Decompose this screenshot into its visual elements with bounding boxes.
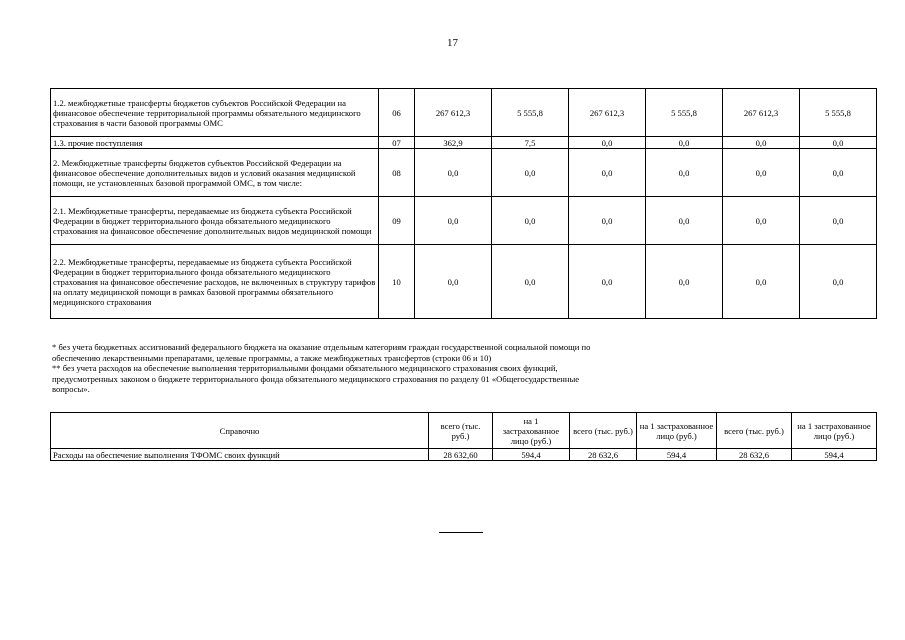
footnotes — [52, 342, 612, 395]
value-cell: 0,0 — [646, 197, 723, 245]
budget-table — [50, 88, 877, 319]
value-cell: 0,0 — [723, 149, 800, 197]
value-cell: 0,0 — [492, 197, 569, 245]
value-cell: 0,0 — [569, 149, 646, 197]
value-cell: 0,0 — [646, 137, 723, 149]
value-cell: 0,0 — [492, 245, 569, 319]
row-label: Расходы на обеспечение выполнения ТФОМС своих функций — [51, 449, 429, 461]
table-row — [51, 245, 877, 319]
value-cell: 594,4 — [637, 449, 717, 461]
column-header: на 1 застрахованное лицо (руб.) — [493, 413, 570, 449]
value-cell: 594,4 — [493, 449, 570, 461]
column-header: всего (тыс. руб.) — [570, 413, 637, 449]
row-label: 1.2. межбюджетные трансферты бюджетов субъектов Российской Федерации на финансовое обеспечение территориальной программы обязательного медицинского страхования в части базовой программы ОМС — [51, 89, 379, 137]
row-label: 2. Межбюджетные трансферты бюджетов субъектов Российской Федерации на финансовое обеспечение дополнительных видов и условий оказания медицинской помощи, не установленных базовой программой ОМС, в том числе: — [51, 149, 379, 197]
value-cell: 0,0 — [723, 137, 800, 149]
row-code: 08 — [379, 149, 415, 197]
value-cell: 0,0 — [646, 245, 723, 319]
value-cell: 0,0 — [723, 197, 800, 245]
value-cell: 28 632,6 — [570, 449, 637, 461]
table-row — [51, 89, 877, 137]
value-cell: 267 612,3 — [723, 89, 800, 137]
value-cell: 7,5 — [492, 137, 569, 149]
value-cell: 5 555,8 — [492, 89, 569, 137]
row-code: 09 — [379, 197, 415, 245]
value-cell: 0,0 — [800, 149, 877, 197]
value-cell: 267 612,3 — [415, 89, 492, 137]
value-cell: 0,0 — [646, 149, 723, 197]
value-cell: 0,0 — [800, 137, 877, 149]
value-cell: 5 555,8 — [646, 89, 723, 137]
value-cell: 0,0 — [723, 245, 800, 319]
row-label: 2.1. Межбюджетные трансферты, передаваемые из бюджета субъекта Российской Федерации в бюджет территориального фонда обязательного медицинского страхования на финансовое обеспечение дополнительных видов медицинской помощи — [51, 197, 379, 245]
value-cell: 28 632,60 — [429, 449, 493, 461]
column-header: на 1 застрахованное лицо (руб.) — [792, 413, 877, 449]
footnote-1: * без учета бюджетных ассигнований федерального бюджета на оказание отдельным категориям граждан государственной социальной помощи по обеспечению лекарственными препаратами, целевые программы, а также межбюджетных трансфертов (строки 06 и 10) — [52, 342, 591, 363]
table-row — [51, 449, 877, 461]
row-label: 1.3. прочие поступления — [51, 137, 379, 149]
value-cell: 28 632,6 — [717, 449, 792, 461]
value-cell: 0,0 — [492, 149, 569, 197]
row-label: 2.2. Межбюджетные трансферты, передаваемые из бюджета субъекта Российской Федерации в бюджет территориального фонда обязательного медицинского страхования на финансовое обеспечение расходов, не включенных в структуру тарифов на оплату медицинской помощи в рамках базовой программы обязательного медицинского страхования — [51, 245, 379, 319]
page-number: 17 — [447, 37, 458, 49]
row-code: 10 — [379, 245, 415, 319]
table-row — [51, 197, 877, 245]
value-cell: 0,0 — [569, 137, 646, 149]
separator-line — [439, 532, 483, 533]
value-cell: 0,0 — [800, 197, 877, 245]
table-row — [51, 149, 877, 197]
reference-table — [50, 412, 877, 461]
value-cell: 0,0 — [569, 245, 646, 319]
row-code: 06 — [379, 89, 415, 137]
column-header: всего (тыс. руб.) — [717, 413, 792, 449]
value-cell: 5 555,8 — [800, 89, 877, 137]
value-cell: 0,0 — [415, 197, 492, 245]
column-header: всего (тыс. руб.) — [429, 413, 493, 449]
value-cell: 0,0 — [800, 245, 877, 319]
row-code: 07 — [379, 137, 415, 149]
reference-label: Справочно — [51, 413, 429, 449]
value-cell: 0,0 — [569, 197, 646, 245]
value-cell: 267 612,3 — [569, 89, 646, 137]
value-cell: 0,0 — [415, 149, 492, 197]
footnote-2: ** без учета расходов на обеспечение выполнения территориальными фондами обязательного медицинского страхования своих функций, предусмотренных законом о бюджете территориального фонда обязательного медицинского страхования по разделу 01 «Общегосударственные вопросы». — [52, 363, 580, 395]
table-row — [51, 137, 877, 149]
value-cell: 0,0 — [415, 245, 492, 319]
value-cell: 594,4 — [792, 449, 877, 461]
reference-header-row — [51, 413, 877, 449]
column-header: на 1 застрахованное лицо (руб.) — [637, 413, 717, 449]
value-cell: 362,9 — [415, 137, 492, 149]
